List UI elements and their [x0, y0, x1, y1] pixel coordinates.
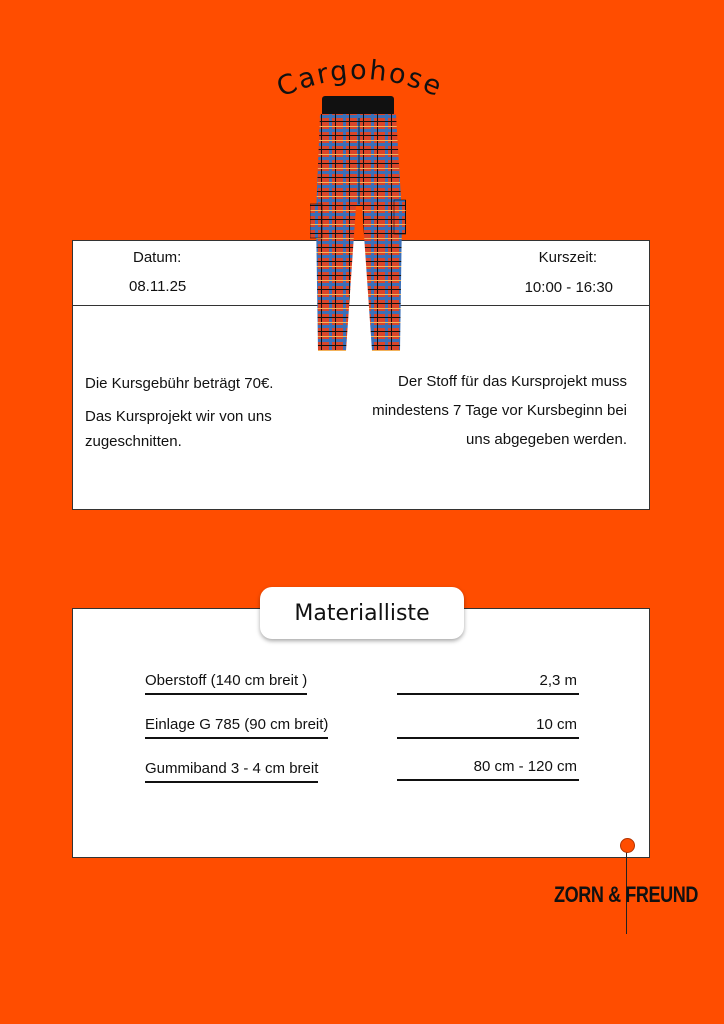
material-name: Gummiband 3 - 4 cm breit	[145, 760, 318, 783]
time-label: Kurszeit:	[538, 249, 597, 266]
material-name: Oberstoff (140 cm breit )	[145, 672, 307, 695]
material-qty: 2,3 m	[397, 672, 579, 695]
page-title: Cargohose	[272, 54, 448, 104]
fee-text	[85, 371, 315, 462]
cutting-line: Das Kursprojekt wir von uns zugeschnitten.	[85, 408, 272, 450]
material-qty: 10 cm	[397, 716, 579, 739]
time-value: 10:00 - 16:30	[524, 279, 613, 296]
material-name: Einlage G 785 (90 cm breit)	[145, 716, 328, 739]
plaid-cargo-pants-image	[310, 96, 406, 356]
material-qty: 80 cm - 120 cm	[397, 758, 579, 781]
fee-line: Die Kursgebühr beträgt 70€.	[85, 375, 274, 392]
fabric-deadline-text: Der Stoff für das Kursprojekt muss mindestens 7 Tage vor Kursbeginn bei uns abgegeben werden.	[372, 373, 627, 448]
logo-text: ZORN & FREUND	[554, 882, 698, 907]
logo-pin-dot	[620, 838, 635, 853]
date-label: Datum:	[133, 249, 182, 266]
date-value: 08.11.25	[129, 278, 187, 295]
material-list-title: Materialliste	[260, 587, 464, 639]
zorn-freund-logo	[548, 836, 708, 936]
